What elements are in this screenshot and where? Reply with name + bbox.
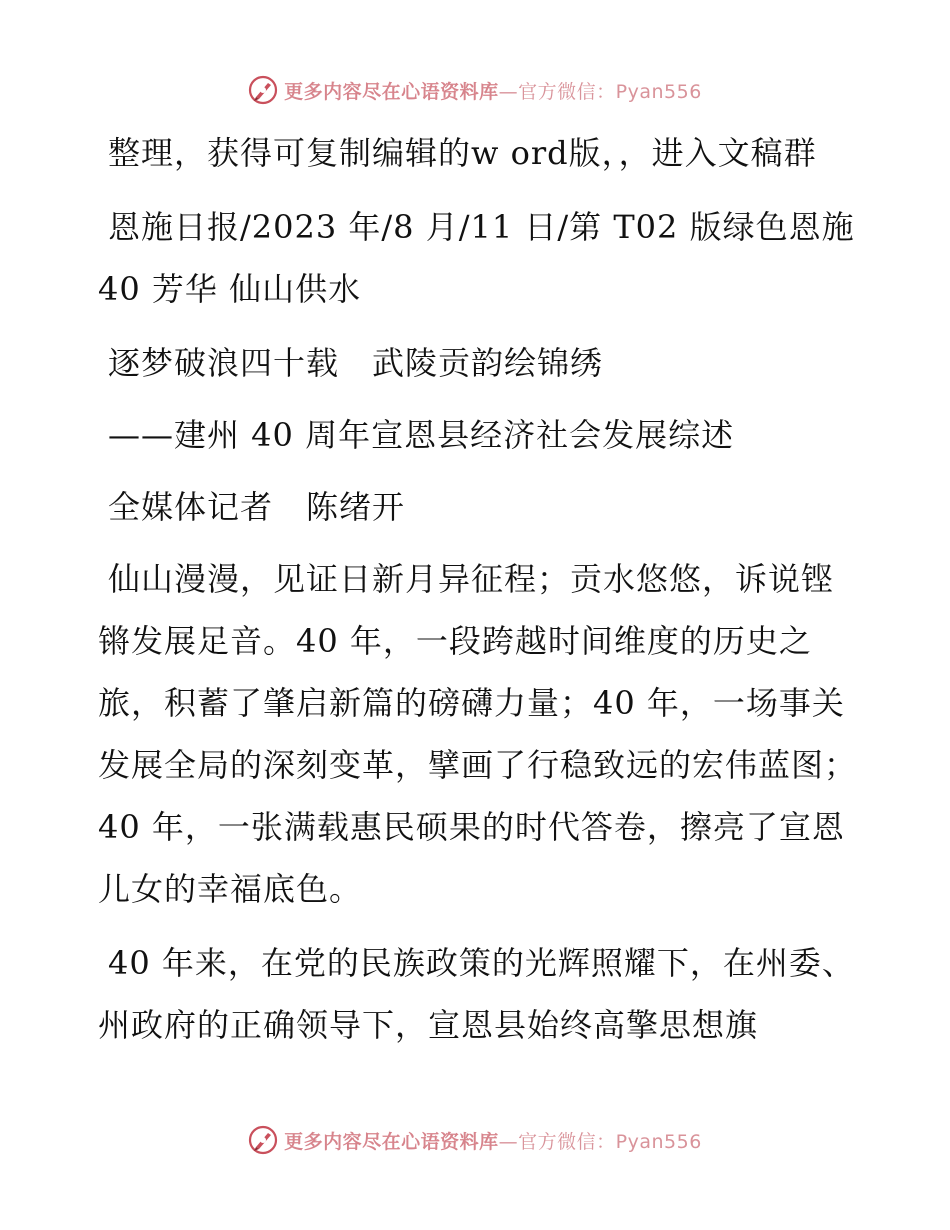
- watermark-separator: —: [498, 80, 519, 103]
- watermark-text: [284, 77, 702, 104]
- intro-note: 整理，获得可复制编辑的w ord版，，进入文稿群: [108, 134, 817, 172]
- document-body: [98, 122, 858, 1068]
- source-line: 恩施日报/2023 年/8 月/11 日/第 T02 版绿色恩施 40 芳华 仙山供水: [98, 208, 855, 308]
- quill-pen-circle-icon: [248, 75, 278, 105]
- footer-watermark: [0, 1122, 950, 1158]
- body-paragraph: 仙山漫漫，见证日新月异征程；贡水悠悠，诉说铿锵发展足音。40 年，一段跨越时间维度的历史之旅，积蓄了肇启新篇的磅礴力量；40 年，一场事关发展全局的深刻变革，擘画了行稳致远的宏伟蓝图；40 年，一张满载惠民硕果的时代答卷，擦亮了宣恩儿女的幸福底色。: [98, 560, 858, 908]
- author-byline: 全媒体记者 陈绪开: [108, 488, 406, 526]
- body-paragraph: 40 年来，在党的民族政策的光辉照耀下，在州委、州政府的正确领导下，宣恩县始终高擎思想旗: [98, 944, 855, 1044]
- watermark-site: 更多内容尽在心语资料库: [284, 1130, 499, 1153]
- article-title: 逐梦破浪四十载 武陵贡韵绘锦绣: [108, 344, 604, 382]
- watermark-separator: —: [498, 1130, 519, 1153]
- watermark-wechat: 官方微信：Pyan556: [518, 80, 702, 103]
- watermark-wechat: 官方微信：Pyan556: [518, 1130, 702, 1153]
- article-subtitle: ——建州 40 周年宣恩县经济社会发展综述: [108, 416, 735, 454]
- watermark-text: [284, 1127, 702, 1154]
- header-watermark: [0, 72, 950, 108]
- watermark-site: 更多内容尽在心语资料库: [284, 80, 499, 103]
- quill-pen-circle-icon: [248, 1125, 278, 1155]
